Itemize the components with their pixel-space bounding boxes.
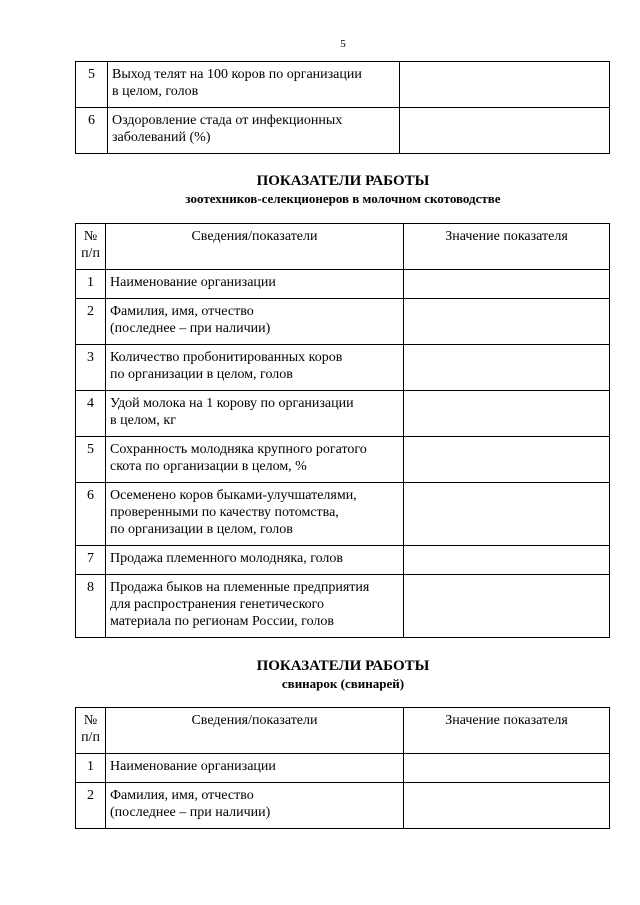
row-value	[404, 783, 610, 829]
table-row	[76, 299, 610, 345]
row-value	[404, 299, 610, 345]
row-number: 6	[76, 483, 106, 546]
table-row	[76, 483, 610, 546]
row-number: 5	[76, 437, 106, 483]
table-row	[76, 108, 610, 154]
row-description: Продажа быков на племенные предприятия для распространения генетического материала по регионам России, голов	[106, 575, 404, 638]
row-number: 3	[76, 345, 106, 391]
header-info: Сведения/показатели	[106, 224, 404, 270]
row-description: Количество пробонитированных коров по организации в целом, голов	[106, 345, 404, 391]
row-value	[404, 391, 610, 437]
row-number: 7	[76, 546, 106, 575]
section1-subtitle: зоотехников-селекционеров в молочном скотоводстве	[185, 191, 501, 206]
row-value	[404, 546, 610, 575]
row-number: 2	[76, 299, 106, 345]
header-info: Сведения/показатели	[106, 708, 404, 754]
row-value	[400, 62, 610, 108]
row-number: 5	[76, 62, 108, 108]
row-value	[404, 754, 610, 783]
row-description: Фамилия, имя, отчество (последнее – при наличии)	[106, 783, 404, 829]
row-number: 4	[76, 391, 106, 437]
row-number: 1	[76, 754, 106, 783]
table-header-row	[76, 708, 610, 754]
row-description: Наименование организации	[106, 754, 404, 783]
row-description: Продажа племенного молодняка, голов	[106, 546, 404, 575]
table-row	[76, 345, 610, 391]
table-pig-workers	[75, 707, 610, 829]
section2-title: ПОКАЗАТЕЛИ РАБОТЫ	[256, 658, 430, 674]
row-description: Осеменено коров быками-улучшателями, проверенными по качеству потомства, по организации в целом, голов	[106, 483, 404, 546]
table-row	[76, 437, 610, 483]
table-row	[76, 575, 610, 638]
row-value	[400, 108, 610, 154]
row-value	[404, 483, 610, 546]
row-description: Выход телят на 100 коров по организации в целом, голов	[108, 62, 400, 108]
row-description: Фамилия, имя, отчество (последнее – при наличии)	[106, 299, 404, 345]
table-row	[76, 546, 610, 575]
row-value	[404, 437, 610, 483]
table-row	[76, 270, 610, 299]
row-number: 6	[76, 108, 108, 154]
row-number: 8	[76, 575, 106, 638]
section1-title-block	[0, 172, 640, 207]
table-zootechnicians	[75, 223, 610, 638]
header-num: № п/п	[76, 224, 106, 270]
row-description: Удой молока на 1 корову по организации в целом, кг	[106, 391, 404, 437]
section1-title: ПОКАЗАТЕЛИ РАБОТЫ	[256, 173, 430, 189]
table-row	[76, 62, 610, 108]
row-number: 2	[76, 783, 106, 829]
table-header-row	[76, 224, 610, 270]
page-number: 5	[340, 38, 346, 50]
row-description: Сохранность молодняка крупного рогатого скота по организации в целом, %	[106, 437, 404, 483]
row-number: 1	[76, 270, 106, 299]
header-value: Значение показателя	[404, 224, 610, 270]
section2-title-block	[0, 657, 640, 692]
table-continuation	[75, 61, 610, 154]
row-value	[404, 345, 610, 391]
header-num: № п/п	[76, 708, 106, 754]
section2-subtitle: свинарок (свинарей)	[281, 676, 405, 691]
header-value: Значение показателя	[404, 708, 610, 754]
table-row	[76, 783, 610, 829]
table-row	[76, 754, 610, 783]
row-value	[404, 270, 610, 299]
row-description: Наименование организации	[106, 270, 404, 299]
row-value	[404, 575, 610, 638]
table-row	[76, 391, 610, 437]
row-description: Оздоровление стада от инфекционных заболеваний (%)	[108, 108, 400, 154]
